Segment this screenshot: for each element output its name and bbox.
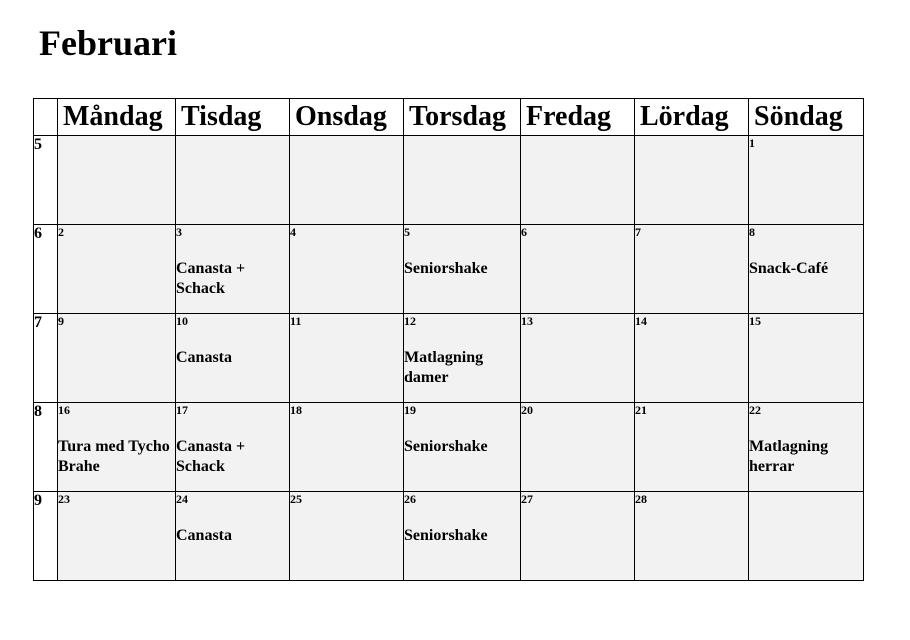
weekday-header: Tisdag xyxy=(176,99,290,136)
event-label: Matlagning damer xyxy=(404,349,484,386)
day-cell xyxy=(58,136,176,225)
day-number: 16 xyxy=(58,403,70,417)
day-number: 11 xyxy=(290,314,302,328)
day-cell xyxy=(635,225,749,314)
day-cell xyxy=(635,403,749,492)
day-number xyxy=(404,136,520,150)
day-number: 14 xyxy=(635,314,647,328)
day-cell xyxy=(290,136,404,225)
day-cell xyxy=(521,403,635,492)
day-number: 19 xyxy=(404,403,416,417)
week-number: 9 xyxy=(34,492,58,581)
day-number xyxy=(749,492,863,506)
day-cell xyxy=(58,403,176,492)
day-number: 24 xyxy=(176,492,188,506)
day-number: 20 xyxy=(521,403,533,417)
day-cell xyxy=(749,314,864,403)
day-cell xyxy=(58,314,176,403)
day-cell xyxy=(404,136,521,225)
day-cell xyxy=(290,314,404,403)
day-cell xyxy=(58,492,176,581)
day-cell xyxy=(404,225,521,314)
day-number: 27 xyxy=(521,492,533,506)
event-label: Seniorshake xyxy=(404,527,488,544)
day-cell xyxy=(749,492,864,581)
day-number xyxy=(58,136,175,150)
event-label: Seniorshake xyxy=(404,438,488,455)
day-number: 12 xyxy=(404,314,416,328)
day-number: 15 xyxy=(749,314,761,328)
day-cell xyxy=(521,225,635,314)
week-number: 5 xyxy=(34,136,58,225)
day-number: 17 xyxy=(176,403,188,417)
weekday-header: Söndag xyxy=(749,99,864,136)
day-cell xyxy=(58,225,176,314)
event-label: Canasta xyxy=(176,349,233,366)
event-label: Matlagning herrar xyxy=(749,438,829,475)
day-cell xyxy=(290,403,404,492)
event-label: Canasta xyxy=(176,527,233,544)
week-row xyxy=(34,314,864,403)
day-number: 7 xyxy=(635,225,641,239)
day-cell xyxy=(404,403,521,492)
day-cell xyxy=(176,492,290,581)
day-number xyxy=(176,136,289,150)
day-number: 9 xyxy=(58,314,64,328)
page-title: Februari xyxy=(39,23,177,63)
day-number xyxy=(521,136,634,150)
event-label: Canasta + Schack xyxy=(176,438,246,475)
weekday-header: Torsdag xyxy=(404,99,521,136)
day-cell xyxy=(749,225,864,314)
day-number: 26 xyxy=(404,492,416,506)
day-cell xyxy=(521,314,635,403)
day-cell xyxy=(749,403,864,492)
day-cell xyxy=(176,136,290,225)
day-number: 3 xyxy=(176,225,182,239)
weekday-header: Fredag xyxy=(521,99,635,136)
day-number: 22 xyxy=(749,403,761,417)
weekday-header: Onsdag xyxy=(290,99,404,136)
day-number xyxy=(290,136,403,150)
day-number: 5 xyxy=(404,225,410,239)
event-label: Seniorshake xyxy=(404,260,488,277)
week-number: 7 xyxy=(34,314,58,403)
day-number: 6 xyxy=(521,225,527,239)
day-cell xyxy=(404,314,521,403)
week-row xyxy=(34,225,864,314)
event-label: Tura med Tycho Brahe xyxy=(58,438,170,475)
day-number: 18 xyxy=(290,403,302,417)
day-cell xyxy=(521,492,635,581)
day-number: 4 xyxy=(290,225,296,239)
week-column-header xyxy=(34,99,58,136)
day-cell xyxy=(176,314,290,403)
day-cell xyxy=(635,314,749,403)
day-cell xyxy=(521,136,635,225)
weekday-header: Måndag xyxy=(58,99,176,136)
day-number xyxy=(635,136,748,150)
week-row xyxy=(34,136,864,225)
day-number: 28 xyxy=(635,492,647,506)
day-number: 8 xyxy=(749,225,755,239)
day-cell xyxy=(635,136,749,225)
week-number: 6 xyxy=(34,225,58,314)
week-row xyxy=(34,403,864,492)
week-row xyxy=(34,492,864,581)
week-number: 8 xyxy=(34,403,58,492)
day-number: 10 xyxy=(176,314,188,328)
day-cell xyxy=(176,225,290,314)
day-cell xyxy=(635,492,749,581)
day-cell xyxy=(404,492,521,581)
day-number: 23 xyxy=(58,492,70,506)
event-label: Canasta + Schack xyxy=(176,260,246,297)
day-cell xyxy=(749,136,864,225)
calendar-table xyxy=(33,98,864,581)
day-number: 2 xyxy=(58,225,64,239)
day-number: 1 xyxy=(749,136,755,150)
weekday-header: Lördag xyxy=(635,99,749,136)
weekday-header-row xyxy=(34,99,864,136)
day-cell xyxy=(176,403,290,492)
day-number: 13 xyxy=(521,314,533,328)
event-label: Snack-Café xyxy=(749,260,829,277)
day-number: 25 xyxy=(290,492,302,506)
day-cell xyxy=(290,492,404,581)
day-number: 21 xyxy=(635,403,647,417)
day-cell xyxy=(290,225,404,314)
